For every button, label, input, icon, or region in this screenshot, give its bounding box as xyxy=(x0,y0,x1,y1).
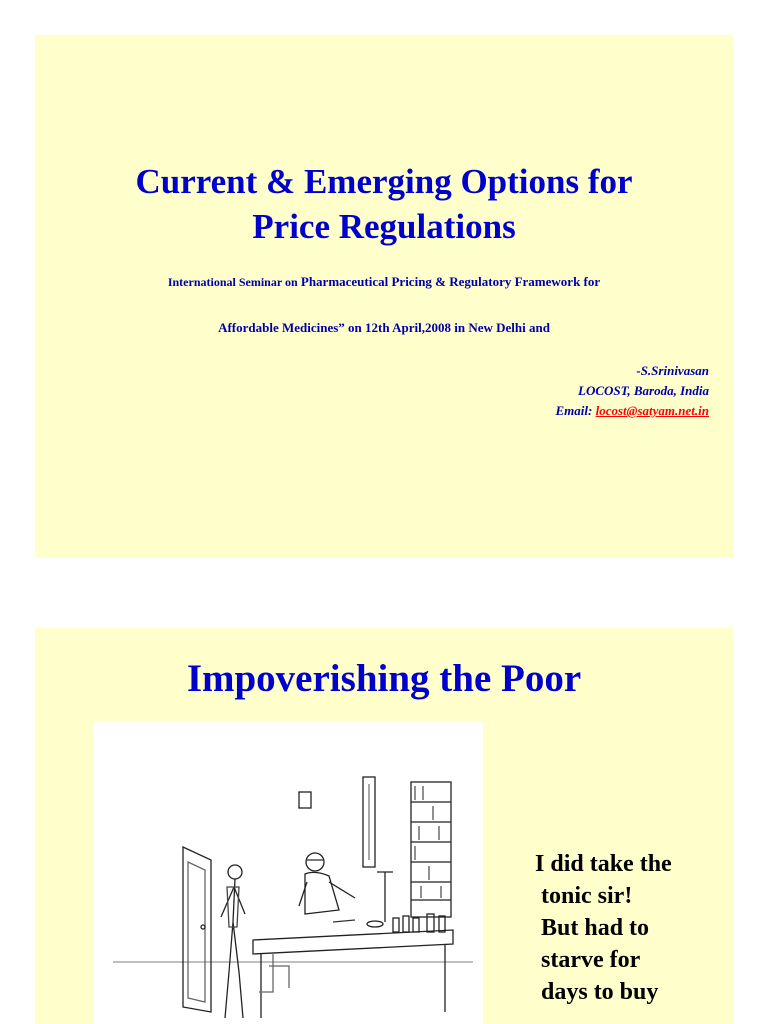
author-email-line xyxy=(556,401,709,421)
author-block xyxy=(556,361,709,421)
quote-line: But had to xyxy=(541,915,650,941)
seminar-line-1 xyxy=(35,274,733,290)
slide-title xyxy=(35,159,733,249)
title-slide xyxy=(35,35,733,558)
title-line-1: Current & Emerging Options for xyxy=(135,162,633,201)
quote-line: days to buy xyxy=(541,979,659,1005)
content-slide xyxy=(35,628,733,1024)
quote-line: starve for xyxy=(541,947,641,973)
seminar-rest: Pharmaceutical Pricing & Regulatory Framework for xyxy=(300,274,601,289)
author-name: -S.Srinivasan xyxy=(636,363,709,378)
seminar-prefix: International Seminar on xyxy=(167,275,298,289)
email-link[interactable]: locost@satyam.net.in xyxy=(595,403,709,418)
quote-line: I did take the xyxy=(535,851,672,877)
seminar-line-2: Affordable Medicines” on 12th April,2008 in New Delhi and xyxy=(218,320,550,335)
author-org: LOCOST, Baroda, India xyxy=(578,383,709,398)
slide-title: Impoverishing the Poor xyxy=(186,657,582,700)
email-label: Email: xyxy=(555,403,593,418)
title-line-2: Price Regulations xyxy=(252,207,516,246)
quote-line: tonic sir! xyxy=(541,883,633,909)
doctor-cartoon-image xyxy=(93,722,483,1024)
patient-quote xyxy=(535,848,672,1008)
